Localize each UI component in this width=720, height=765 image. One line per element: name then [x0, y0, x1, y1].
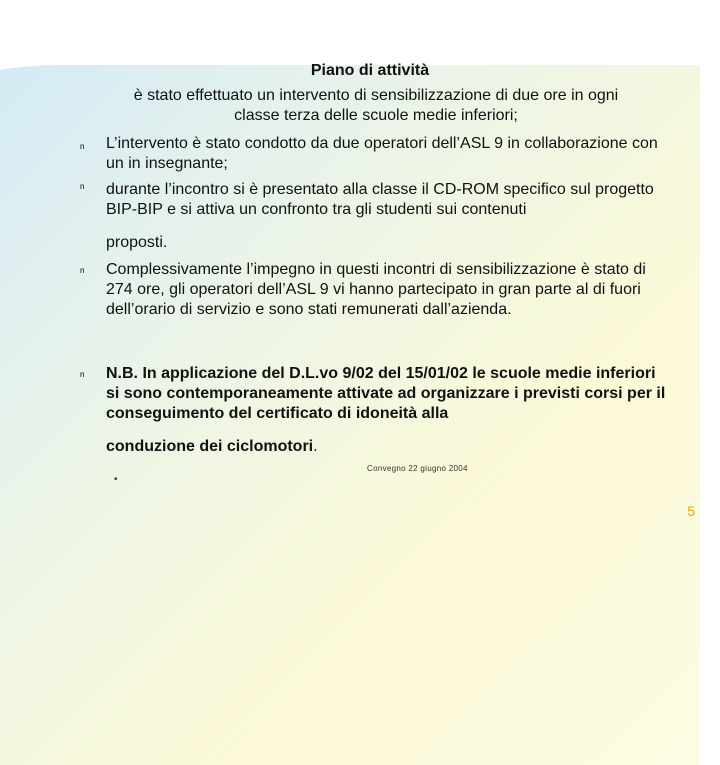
bullet-marker: n	[80, 266, 85, 275]
bullet-marker: n	[80, 370, 85, 379]
slide-title: Piano di attività	[310, 62, 430, 79]
intro-line-2: classe terza delle scuole medie inferiori;	[234, 107, 518, 124]
bullet-item-text: durante l’incontro si è presentato alla classe il CD-ROM specifico sul progetto BIP-BIP e si attiva un confronto tra gli studenti sui contenuti	[106, 181, 654, 218]
bullet-marker: n	[80, 182, 85, 191]
small-mark: •	[114, 474, 118, 485]
bullet-item-text: L’intervento è stato condotto da due operatori dell’ASL 9 in collaborazione con un in insegnante;	[106, 135, 658, 172]
footer-note: Convegno 22 giugno 2004	[367, 464, 468, 473]
bullet-item-nb	[106, 364, 666, 457]
bullet-item-text: N.B. In applicazione del D.L.vo 9/02 del 15/01/02 le scuole medie inferiori si sono contemporaneamente attivate ad organizzare i previsti corsi per il conseguimento del certificato di idoneità alla	[106, 365, 666, 422]
bullet-item	[106, 180, 666, 253]
bullet-item-last-line	[106, 437, 666, 457]
bullet-item-last-line-period: .	[313, 438, 318, 455]
bullet-item-last-line-text: conduzione dei ciclomotori	[106, 438, 314, 455]
intro-text	[96, 86, 656, 126]
intro-line-1: è stato effettuato un intervento di sensibilizzazione di due ore in ogni	[133, 87, 619, 104]
page-number: 5	[687, 503, 695, 519]
bullet-item-text: Complessivamente l’impegno in questi incontri di sensibilizzazione è stato di 274 ore, gli operatori dell’ASL 9 vi hanno partecipato in gran parte al di fuori dell’orario di servizio e sono stati remunerati dall’azienda.	[106, 261, 646, 318]
bullet-item	[106, 134, 666, 174]
bullet-item	[106, 260, 666, 320]
bullet-marker: n	[80, 142, 85, 151]
bullet-item-last-line: proposti.	[106, 234, 168, 251]
